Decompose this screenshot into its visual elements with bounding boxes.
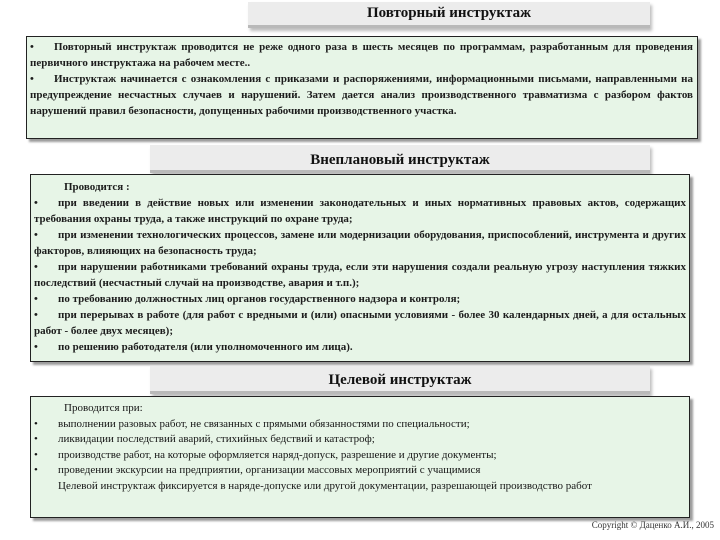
list-item: [34, 195, 686, 227]
item-text: при изменении технологических процессов, замене или модернизации оборудования, приспособлений, инструмента и других факторов, влияющих на безопасность труда;: [34, 229, 686, 257]
list-item: [34, 339, 686, 355]
item-text: по решению работодателя (или уполномоченного им лица).: [58, 341, 353, 353]
copyright-text: Copyright © Даценко А.И., 2005: [591, 520, 714, 530]
list-item: [34, 227, 686, 259]
bullet: •: [34, 293, 38, 305]
panel-unscheduled: [30, 174, 690, 362]
list-item: [34, 307, 686, 339]
list-item: [34, 291, 686, 307]
intro-text: Проводится :: [64, 181, 130, 193]
panel-targeted: [30, 396, 690, 518]
bullet: •: [34, 464, 38, 477]
list-item: [30, 71, 693, 119]
closing-text: Целевой инструктаж фиксируется в наряде-допуске или другой документации, разрешающей производство работ: [58, 479, 592, 492]
bullet: •: [30, 41, 34, 53]
item-text: при введении в действие новых или изменении законодательных и иных нормативных правовых актов, содержащих требования охраны труда, а также инструкций по охране труда;: [34, 197, 686, 225]
list-item: [34, 259, 686, 291]
section-title-repeat: Повторный инструктаж: [248, 2, 650, 28]
item-text: выполнении разовых работ, не связанных с прямыми обязанностями по специальности;: [58, 417, 470, 430]
bullet: •: [34, 261, 38, 273]
bullet: •: [34, 341, 38, 353]
list-item: [30, 39, 693, 71]
bullet: •: [34, 433, 38, 446]
list-item: [34, 463, 686, 479]
section-title-unscheduled: Внеплановый инструктаж: [150, 145, 650, 173]
list-item: [34, 432, 686, 448]
item-text: при перерывах в работе (для работ с вредными и (или) опасными условиями - более 30 календарных дней, а для остальных работ - более двух месяцев);: [34, 309, 686, 337]
item-text: Повторный инструктаж проводится не реже одного раза в шесть месяцев по программам, разработанным для проведения первичного инструктажа на рабочем месте..: [30, 41, 693, 69]
bullet: •: [34, 448, 38, 461]
bullet: •: [34, 309, 38, 321]
bullet: •: [34, 417, 38, 430]
item-text: Инструктаж начинается с ознакомления с приказами и распоряжениями, информационными письмами, направленными на предупреждение несчастных случаев и нарушений. Затем дается анализ производственного травматизма с разбором фактов нарушений правил безопасности, допущенных рабочими производственного участка.: [30, 73, 693, 117]
item-text: ликвидации последствий аварий, стихийных бедствий и катастроф;: [58, 433, 375, 446]
item-text: производстве работ, на которые оформляется наряд-допуск, разрешение и другие документы;: [58, 448, 497, 461]
list-item: [34, 417, 686, 433]
bullet: •: [30, 73, 34, 85]
list-item: [34, 448, 686, 464]
section-title-targeted: Целевой инструктаж: [150, 366, 650, 394]
item-text: проведении экскурсии на предприятии, организации массовых мероприятий с учащимися: [58, 464, 481, 477]
bullet: •: [34, 197, 38, 209]
item-text: при нарушении работниками требований охраны труда, если эти нарушения создали реальную угрозу наступления тяжких последствий (несчастный случай на производстве, авария и т.п.);: [34, 261, 686, 289]
bullet: •: [34, 229, 38, 241]
item-text: по требованию должностных лиц органов государственного надзора и контроля;: [58, 293, 461, 305]
panel-repeat: [26, 36, 698, 139]
intro-text: Проводится при:: [64, 402, 143, 414]
